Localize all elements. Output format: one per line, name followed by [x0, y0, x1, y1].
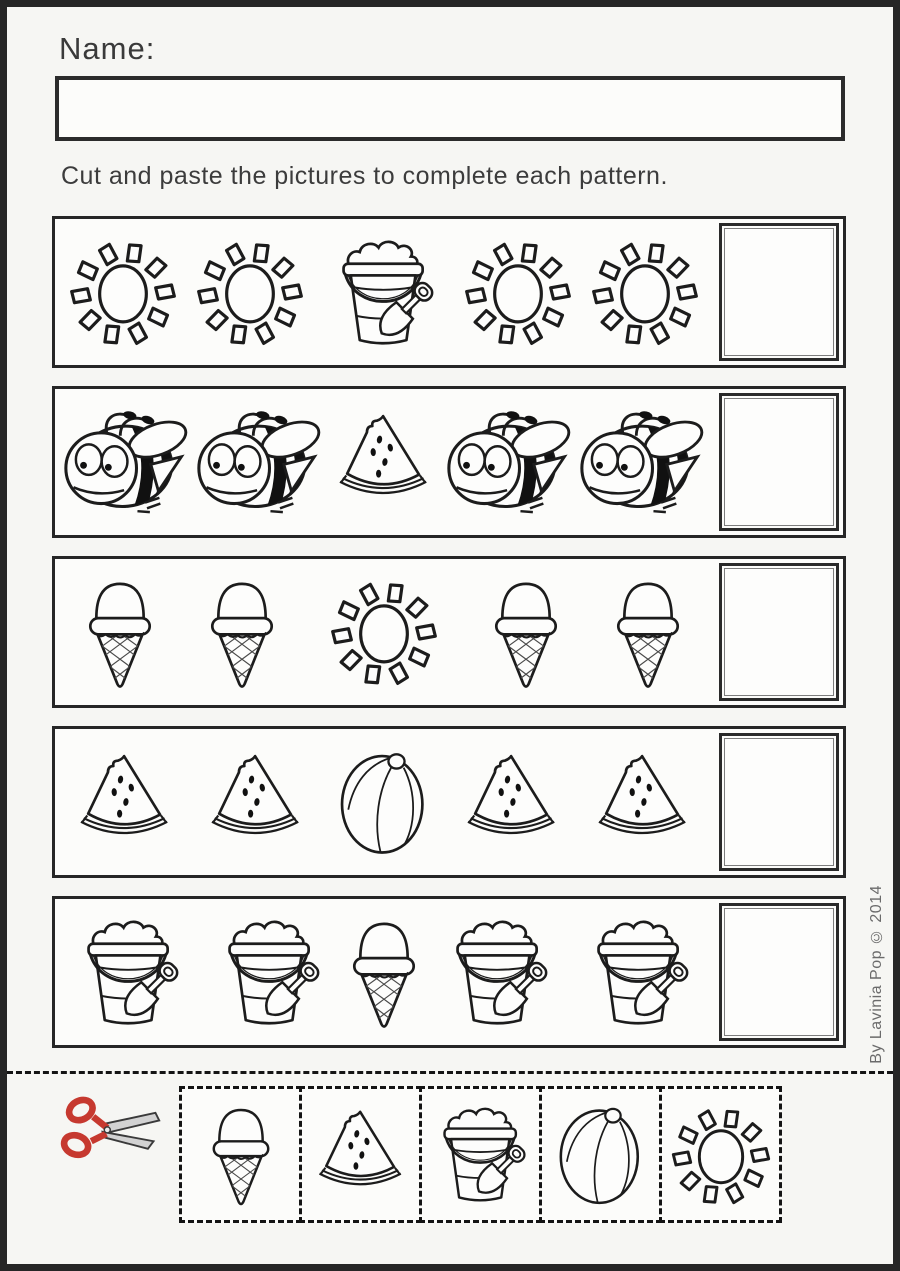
pattern-row [52, 726, 846, 878]
bee-icon [446, 407, 572, 518]
sand-bucket-icon [208, 913, 332, 1032]
pattern-cell [589, 749, 697, 855]
sun-icon [669, 1103, 773, 1207]
beach-ball-icon [334, 747, 434, 858]
ice-cream-cone-icon [208, 1100, 274, 1209]
pattern-cell [330, 409, 438, 515]
cut-pieces-row [179, 1086, 782, 1223]
pattern-cell [67, 236, 179, 348]
watermelon-slice-icon [330, 409, 438, 515]
ice-cream-cone-icon [84, 573, 156, 692]
cut-piece-watermelon[interactable] [299, 1086, 422, 1223]
pattern-cell [202, 749, 310, 855]
sun-icon [67, 236, 179, 348]
pattern-cell [577, 913, 701, 1032]
ice-cream-cone-icon [206, 573, 278, 692]
beach-ball-icon [553, 1102, 649, 1208]
cut-piece-sun[interactable] [659, 1086, 782, 1223]
pattern-cell [490, 573, 562, 692]
sun-icon [589, 236, 701, 348]
sun-icon [328, 576, 440, 688]
pattern-cell [446, 407, 572, 518]
pattern-row [52, 556, 846, 708]
pattern-cell [208, 913, 332, 1032]
cut-piece-bucket[interactable] [419, 1086, 542, 1223]
pattern-cell [63, 407, 189, 518]
answer-box[interactable] [719, 563, 839, 701]
pattern-cell [436, 913, 560, 1032]
attribution-text: By Lavinia Pop © 2014 [868, 885, 885, 1064]
cut-piece-beach-ball[interactable] [539, 1086, 662, 1223]
pattern-row [52, 386, 846, 538]
pattern-cell [67, 913, 191, 1032]
sand-bucket-icon [425, 1101, 537, 1208]
pattern-pictures [55, 219, 713, 365]
pattern-cell [328, 576, 440, 688]
cut-piece-ice-cream[interactable] [179, 1086, 302, 1223]
name-input-box[interactable] [55, 76, 845, 141]
sun-icon [462, 236, 574, 348]
pattern-cell [196, 407, 322, 518]
ice-cream-cone-icon [348, 913, 420, 1032]
pattern-cell [612, 573, 684, 692]
sand-bucket-icon [436, 913, 560, 1032]
pattern-cell [462, 236, 574, 348]
ice-cream-cone-icon [612, 573, 684, 692]
answer-box[interactable] [719, 393, 839, 531]
pattern-pictures [55, 559, 713, 705]
watermelon-slice-icon [589, 749, 697, 855]
watermelon-slice-icon [458, 749, 566, 855]
sand-bucket-icon [322, 233, 446, 352]
bee-icon [63, 407, 189, 518]
pattern-row [52, 896, 846, 1048]
sun-icon [194, 236, 306, 348]
bee-icon [196, 407, 322, 518]
answer-box[interactable] [719, 733, 839, 871]
cut-strip [55, 1086, 893, 1223]
pattern-rows [52, 216, 893, 1048]
sand-bucket-icon [577, 913, 701, 1032]
pattern-cell [206, 573, 278, 692]
pattern-cell [579, 407, 705, 518]
sand-bucket-icon [67, 913, 191, 1032]
watermelon-slice-icon [310, 1105, 412, 1205]
pattern-pictures [55, 729, 713, 875]
pattern-cell [589, 236, 701, 348]
scissors-icon [55, 1094, 169, 1162]
pattern-cell [71, 749, 179, 855]
pattern-pictures [55, 899, 713, 1045]
answer-box[interactable] [719, 223, 839, 361]
pattern-row [52, 216, 846, 368]
cut-line [7, 1071, 893, 1074]
pattern-cell [84, 573, 156, 692]
watermelon-slice-icon [71, 749, 179, 855]
name-label: Name: [59, 31, 156, 66]
pattern-cell [334, 747, 434, 858]
pattern-cell [348, 913, 420, 1032]
instruction-text: Cut and paste the pictures to complete each pattern. [61, 162, 668, 190]
pattern-cell [458, 749, 566, 855]
ice-cream-cone-icon [490, 573, 562, 692]
answer-box[interactable] [719, 903, 839, 1041]
bee-icon [579, 407, 705, 518]
pattern-cell [322, 233, 446, 352]
pattern-cell [194, 236, 306, 348]
watermelon-slice-icon [202, 749, 310, 855]
pattern-pictures [55, 389, 713, 535]
